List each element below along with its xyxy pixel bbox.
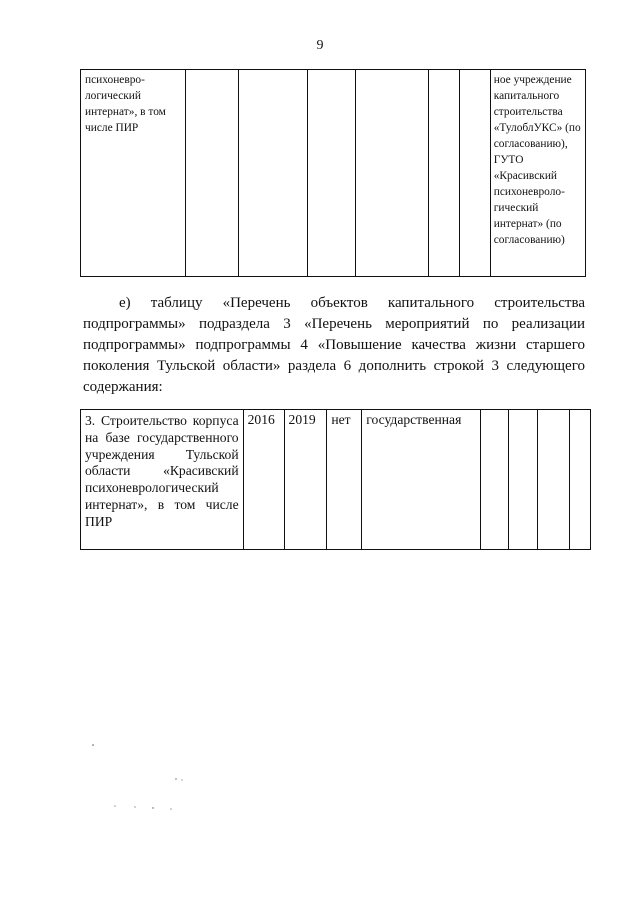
start-year-text: 2016	[247, 412, 275, 427]
page-number: 9	[316, 38, 324, 53]
object-name-text: 3. Строительство корпуса на базе государственного учреждения Тульской области «Красивский психоневрологический интернат», в том числе ПИР	[85, 413, 239, 529]
ownership-text: государственная	[366, 412, 462, 427]
amendment-paragraph: е) таблицу «Перечень объектов капитального строительства подпрограммы» подраздела 3 «Перечень мероприятий по реализации подпрограммы» подпрограммы 4 «Повышение качества жизни старшего поколения Тульской области» раздела 6 дополнить строкой 3 следующего содержания:	[83, 295, 585, 395]
object-name-text: психоневро-логический интернат», в том числе ПИР	[85, 74, 166, 134]
executor-text: ное учреждение капитального строительства «ТулоблУКС» (по согласованию), ГУТО «Красивский психоневроло-гический интернат» (по согласованию)	[493, 74, 581, 246]
end-year-text: 2019	[288, 412, 316, 427]
flag-text: нет	[331, 412, 351, 427]
